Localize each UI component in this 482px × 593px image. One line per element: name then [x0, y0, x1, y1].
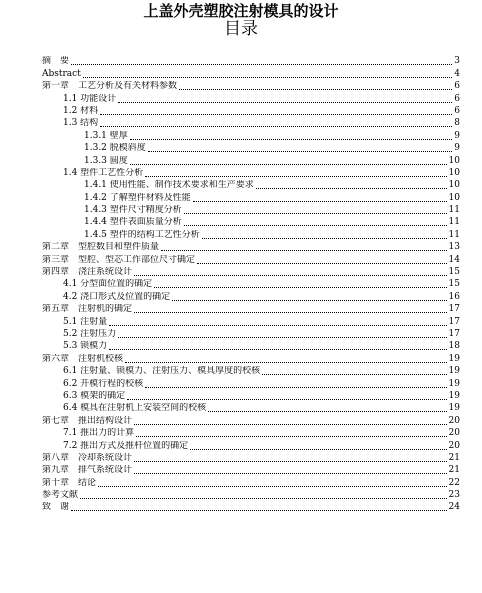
toc-entry[interactable]: [42, 427, 460, 439]
toc-entry-page-number: 17: [448, 304, 460, 315]
toc-entry-label: 1.3.1 壁厚: [84, 130, 128, 141]
toc-entry-page-number: 14: [448, 254, 460, 265]
toc-dot-leader: [172, 299, 446, 301]
toc-dot-leader: [184, 212, 447, 214]
toc-entry-label: 1.3.2 脱模斜度: [84, 143, 146, 154]
toc-entry[interactable]: [42, 241, 460, 253]
toc-entry[interactable]: [42, 489, 460, 501]
toc-entry-page-number: 20: [448, 428, 460, 439]
toc-entry[interactable]: [42, 105, 460, 117]
toc-entry-page-number: 6: [454, 93, 460, 104]
toc-entry-label: 7.1 推出力的计算: [63, 428, 135, 439]
toc-dot-leader: [161, 249, 447, 251]
toc-entry-label: 1.2 材料: [63, 105, 99, 116]
toc-dot-leader: [109, 348, 446, 350]
toc-entry[interactable]: [42, 117, 460, 129]
toc-entry-page-number: 9: [454, 143, 460, 154]
toc-entry-label: 第五章 注射机的确定: [42, 304, 133, 315]
toc-dot-leader: [71, 509, 447, 511]
toc-entry[interactable]: [42, 216, 460, 228]
toc-entry-label: 1.3.3 圆度: [84, 155, 128, 166]
toc-entry-label: 1.4.4 塑件表面质量分析: [84, 217, 182, 228]
toc-entry[interactable]: [42, 328, 460, 340]
toc-entry[interactable]: [42, 80, 460, 92]
toc-entry-label: 5.1 注射量: [63, 316, 108, 327]
toc-dot-leader: [208, 410, 446, 412]
toc-dot-leader: [134, 472, 447, 474]
toc-dot-leader: [197, 262, 447, 264]
toc-entry-label: 6.3 模架的确定: [63, 390, 126, 401]
toc-entry[interactable]: [42, 303, 460, 315]
toc-entry-page-number: 21: [448, 452, 460, 463]
toc-entry-label: 6.1 注射量、锁模力、注射压力、模具厚度的校核: [63, 366, 261, 377]
toc-entry-page-number: 6: [454, 105, 460, 116]
toc-entry[interactable]: [42, 464, 460, 476]
toc-dot-leader: [262, 373, 446, 375]
toc-entry-page-number: 19: [448, 378, 460, 389]
toc-entry-page-number: 11: [448, 205, 460, 216]
toc-entry-page-number: 16: [448, 291, 460, 302]
toc-entry-label: 7.2 推出方式及推杆位置的确定: [63, 440, 189, 451]
toc-entry-label: 第九章 排气系统设计: [42, 465, 133, 476]
toc-entry-page-number: 10: [448, 167, 460, 178]
toc-dot-leader: [100, 113, 452, 115]
toc-entry-label: 致 谢: [42, 502, 70, 513]
toc-entry[interactable]: [42, 204, 460, 216]
toc-entry-page-number: 18: [448, 341, 460, 352]
toc-entry-label: 第八章 冷却系统设计: [42, 452, 133, 463]
toc-entry-page-number: 3: [454, 56, 460, 67]
toc-dot-leader: [179, 88, 452, 90]
toc-entry[interactable]: [42, 191, 460, 203]
toc-entry-page-number: 15: [448, 279, 460, 290]
toc-entry[interactable]: [42, 154, 460, 166]
toc-entry-label: 第三章 型腔、型芯工作部位尺寸确定: [42, 254, 196, 265]
toc-entry-page-number: 17: [448, 316, 460, 327]
toc-entry-label: 5.3 锁模力: [63, 341, 108, 352]
toc-entry-label: 1.3 结构: [63, 118, 99, 129]
toc-entry-page-number: 11: [448, 229, 460, 240]
toc-entry-page-number: 15: [448, 267, 460, 278]
toc-entry[interactable]: [42, 278, 460, 290]
toc-dot-leader: [83, 76, 452, 78]
toc-heading: 目录: [224, 19, 258, 39]
toc-entry-page-number: 20: [448, 440, 460, 451]
toc-entry-page-number: 19: [448, 366, 460, 377]
toc-dot-leader: [190, 448, 446, 450]
toc-entry-page-number: 8: [454, 118, 460, 129]
toc-entry[interactable]: [42, 167, 460, 179]
toc-dot-leader: [98, 485, 447, 487]
toc-entry-label: 第十章 结论: [42, 477, 97, 488]
toc-entry[interactable]: [42, 352, 460, 364]
toc-entry-label: 1.1 功能设计: [63, 93, 117, 104]
toc-entry-label: 1.4 塑件工艺性分析: [63, 167, 144, 178]
toc-entry-label: 1.4.3 塑件尺寸精度分析: [84, 205, 182, 216]
toc-entry[interactable]: [42, 402, 460, 414]
toc-entry[interactable]: [42, 228, 460, 240]
table-of-contents: [42, 55, 460, 513]
toc-entry-label: 第六章 注射机校核: [42, 353, 124, 364]
toc-dot-leader: [130, 163, 447, 165]
toc-entry-label: 1.4.5 塑件的结构工艺性分析: [84, 229, 200, 240]
toc-dot-leader: [148, 150, 453, 152]
toc-entry-page-number: 20: [448, 415, 460, 426]
toc-dot-leader: [125, 361, 447, 363]
toc-entry[interactable]: [42, 340, 460, 352]
toc-entry-label: 5.2 注射压力: [63, 328, 117, 339]
toc-entry-label: 4.2 浇口形式及位置的确定: [63, 291, 171, 302]
toc-entry-page-number: 19: [448, 390, 460, 401]
toc-dot-leader: [130, 138, 453, 140]
toc-entry[interactable]: [42, 179, 460, 191]
toc-dot-leader: [118, 336, 446, 338]
toc-entry-label: 第一章 工艺分析及有关材料参数: [42, 81, 178, 92]
toc-dot-leader: [145, 386, 446, 388]
toc-entry-label: 参考文献: [42, 490, 79, 501]
toc-entry-label: 第七章 推出结构设计: [42, 415, 133, 426]
toc-entry[interactable]: [42, 414, 460, 426]
toc-entry-label: 6.4 模具在注射机上安装空间的校核: [63, 403, 207, 414]
toc-entry-page-number: 4: [454, 68, 460, 79]
toc-entry[interactable]: [42, 452, 460, 464]
toc-entry-page-number: 17: [448, 328, 460, 339]
toc-dot-leader: [193, 200, 447, 202]
toc-entry-page-number: 21: [448, 465, 460, 476]
toc-dot-leader: [100, 125, 452, 127]
toc-dot-leader: [154, 286, 446, 288]
toc-entry[interactable]: [42, 377, 460, 389]
toc-dot-leader: [202, 237, 447, 239]
toc-dot-leader: [71, 63, 452, 65]
toc-entry[interactable]: [42, 290, 460, 302]
toc-entry-label: Abstract: [42, 68, 81, 79]
toc-entry[interactable]: [42, 266, 460, 278]
toc-entry[interactable]: [42, 253, 460, 265]
toc-entry-page-number: 19: [448, 403, 460, 414]
toc-entry-page-number: 6: [454, 81, 460, 92]
toc-dot-leader: [134, 274, 447, 276]
toc-entry-label: 第二章 型腔数目和塑件质量: [42, 242, 160, 253]
toc-entry-page-number: 24: [448, 502, 460, 513]
toc-entry[interactable]: [42, 92, 460, 104]
toc-entry[interactable]: [42, 55, 460, 67]
toc-entry[interactable]: [42, 315, 460, 327]
toc-entry[interactable]: [42, 390, 460, 402]
toc-dot-leader: [134, 311, 447, 313]
toc-entry-page-number: 19: [448, 353, 460, 364]
toc-entry-label: 6.2 开模行程的校核: [63, 378, 144, 389]
toc-entry[interactable]: [42, 439, 460, 451]
toc-dot-leader: [136, 435, 446, 437]
toc-dot-leader: [134, 423, 447, 425]
toc-entry-label: 第四章 浇注系统设计: [42, 267, 133, 278]
toc-entry[interactable]: [42, 142, 460, 154]
toc-entry[interactable]: [42, 476, 460, 488]
toc-entry[interactable]: [42, 501, 460, 513]
toc-dot-leader: [134, 460, 447, 462]
toc-entry-page-number: 10: [448, 155, 460, 166]
toc-entry-label: 1.4.1 使用性能、制作技术要求和生产要求: [84, 180, 254, 191]
toc-dot-leader: [127, 398, 446, 400]
toc-entry-label: 1.4.2 了解塑件材料及性能: [84, 192, 191, 203]
toc-dot-leader: [109, 324, 446, 326]
toc-dot-leader: [80, 497, 447, 499]
toc-entry-page-number: 9: [454, 130, 460, 141]
toc-entry-page-number: 10: [448, 192, 460, 203]
toc-entry-page-number: 22: [448, 477, 460, 488]
toc-entry-page-number: 11: [448, 217, 460, 228]
toc-entry-page-number: 13: [448, 242, 460, 253]
toc-entry[interactable]: [42, 67, 460, 79]
toc-entry[interactable]: [42, 365, 460, 377]
toc-dot-leader: [256, 187, 447, 189]
toc-entry-label: 摘 要: [42, 56, 70, 67]
toc-entry-page-number: 10: [448, 180, 460, 191]
toc-entry-label: 4.1 分型面位置的确定: [63, 279, 153, 290]
toc-dot-leader: [145, 175, 446, 177]
toc-entry-page-number: 23: [448, 490, 460, 501]
toc-dot-leader: [118, 101, 452, 103]
toc-entry[interactable]: [42, 129, 460, 141]
document-title: 上盖外壳塑胶注射模具的设计: [143, 2, 339, 20]
toc-dot-leader: [184, 224, 447, 226]
